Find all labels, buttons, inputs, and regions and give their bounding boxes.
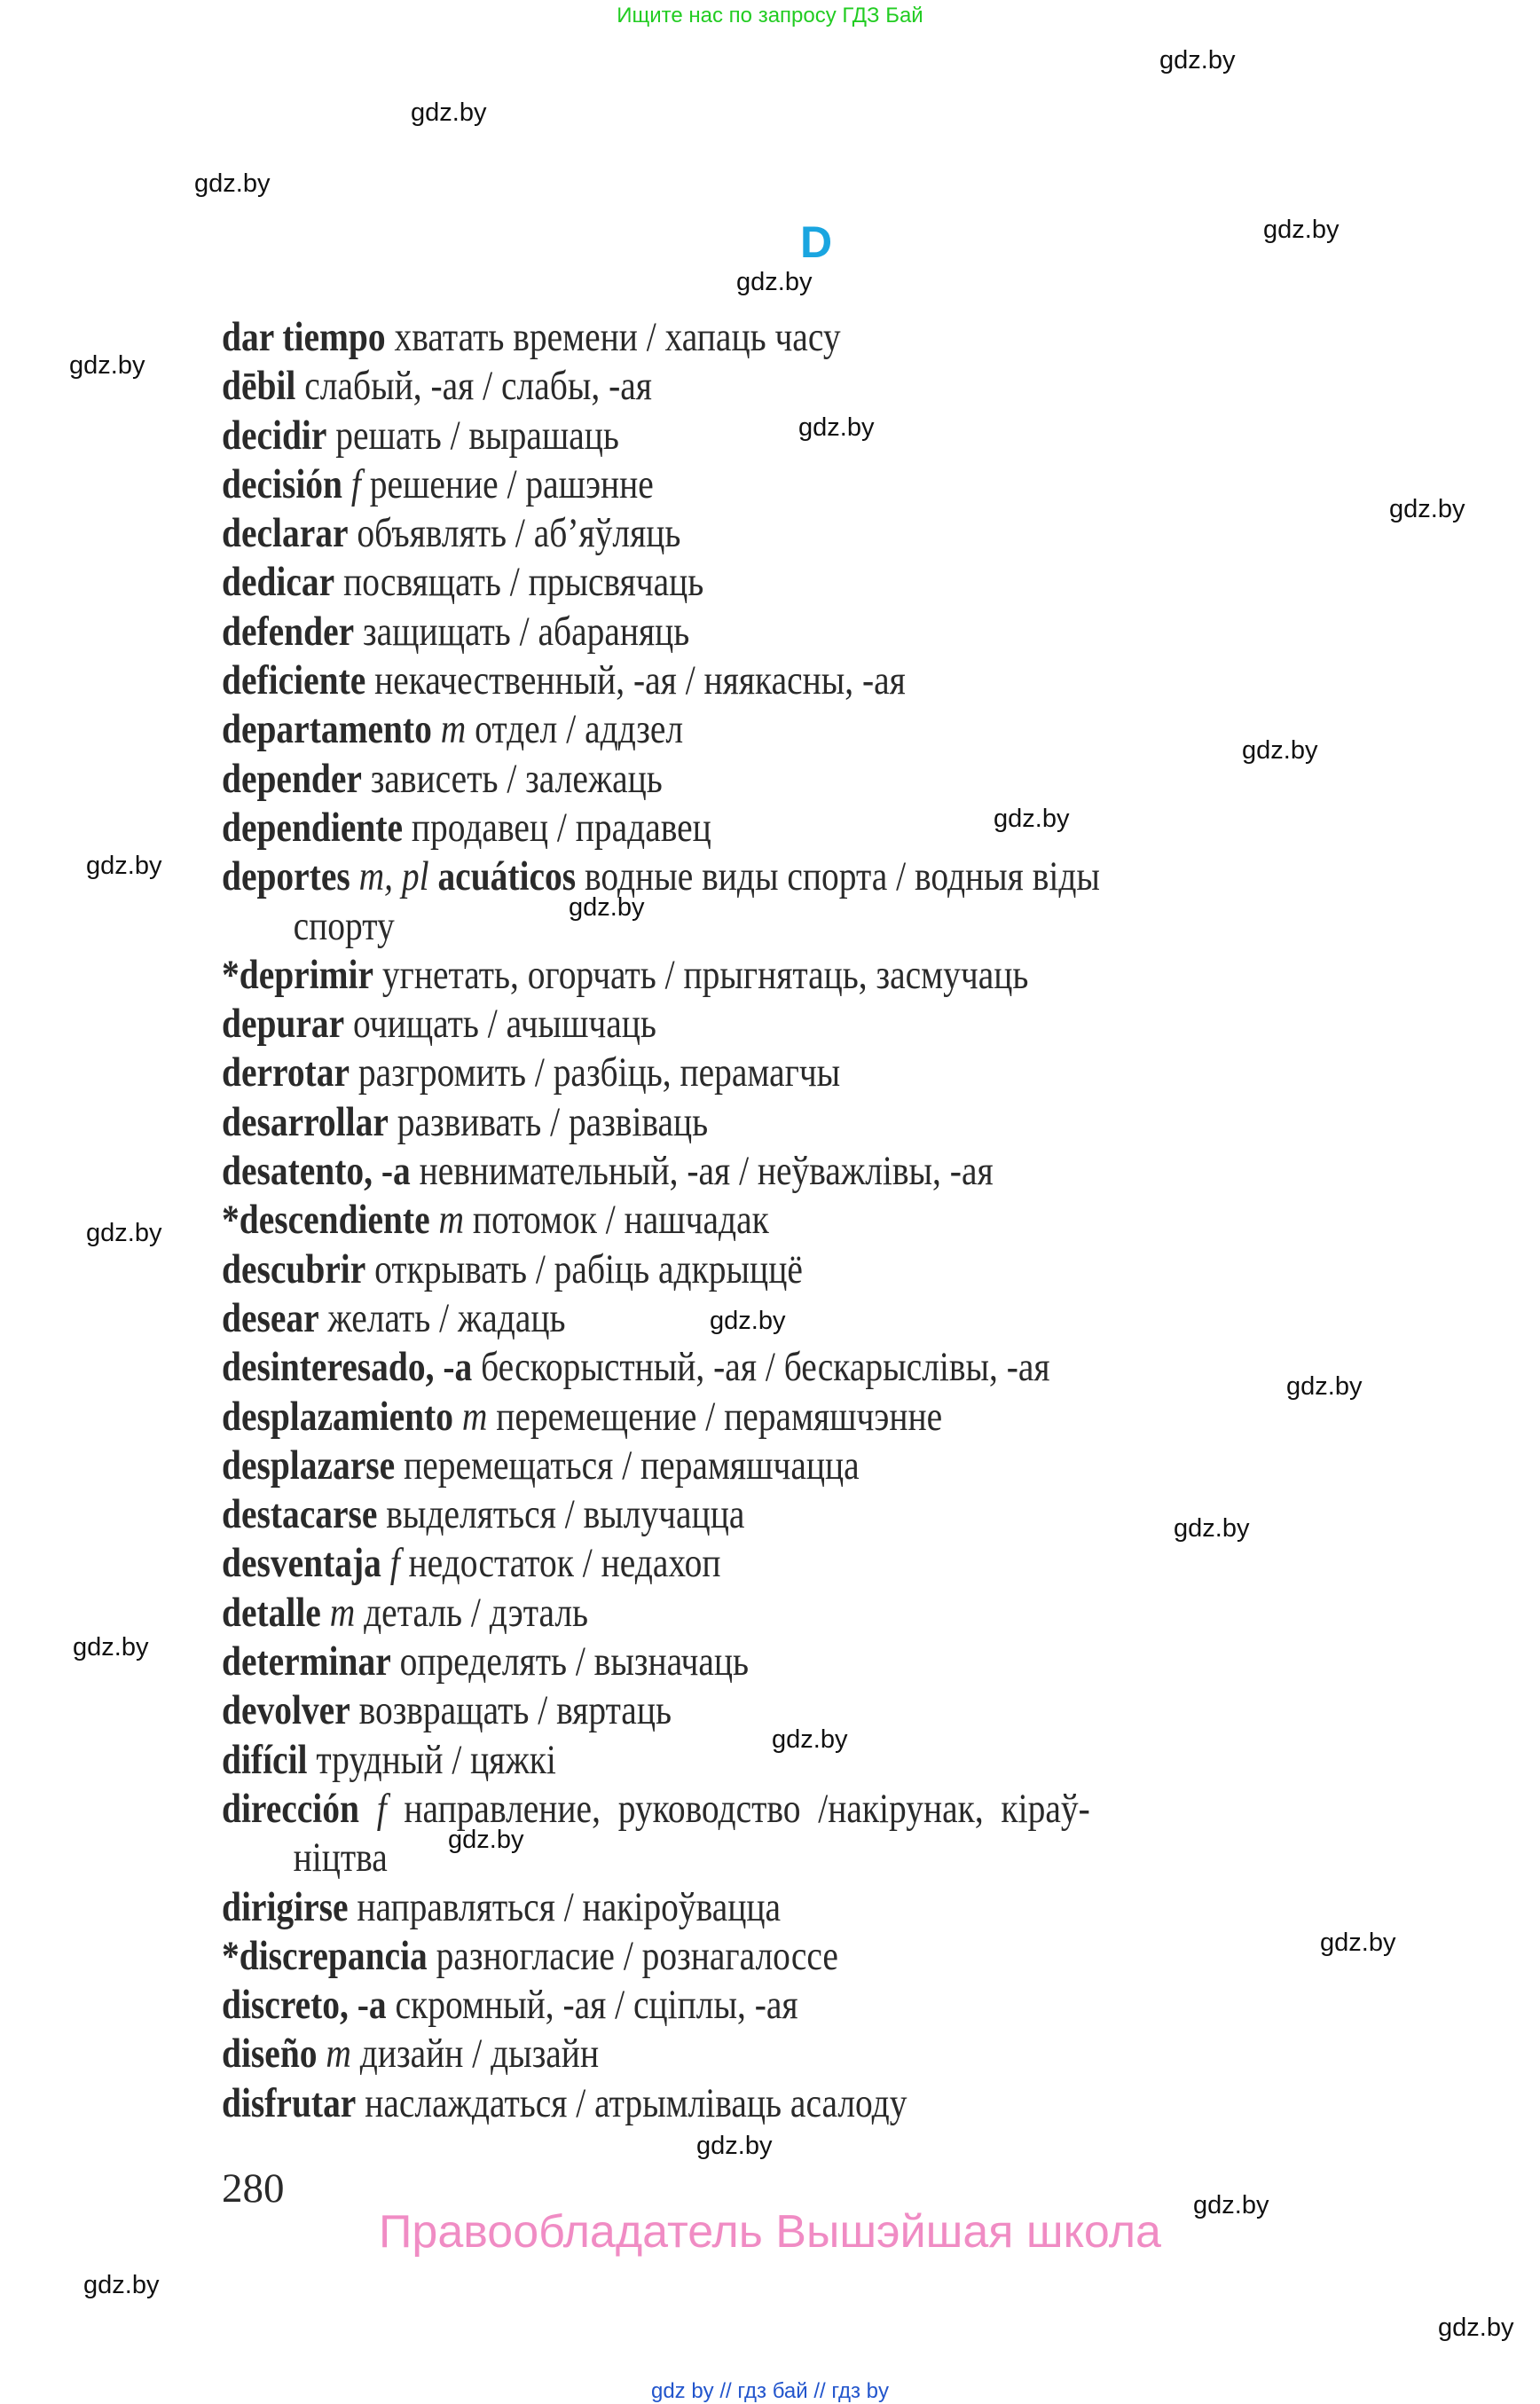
translation: выделяться / вылучацца — [377, 1491, 745, 1538]
translation: очищать / ачышчаць — [344, 1001, 656, 1048]
watermark: gdz.by — [1242, 736, 1318, 765]
headword: dependiente — [222, 804, 404, 851]
translation — [453, 1394, 462, 1440]
translation: деталь / дэталь — [355, 1589, 589, 1636]
translation: посвящать / прысвячаць — [334, 559, 704, 606]
watermark: gdz.by — [1286, 1372, 1363, 1401]
translation: разгромить / разбіць, перамагчы — [349, 1049, 841, 1096]
headword: desarrollar — [222, 1098, 389, 1145]
translation: объявлять / аб’яўляць — [348, 510, 681, 557]
grammar-mark: f — [376, 1785, 387, 1832]
headword: dirigirse — [222, 1883, 349, 1930]
glossary-entry — [222, 1686, 1221, 1735]
headword: determinar — [222, 1638, 391, 1685]
grammar-mark: m — [461, 1393, 488, 1440]
glossary-entry — [222, 1638, 1221, 1686]
watermark: gdz.by — [710, 1307, 786, 1335]
headword: deportes — [222, 853, 350, 900]
translation: бескорыстный, -ая / бескарыслівы, -ая — [472, 1344, 1050, 1391]
headword: destacarse — [222, 1491, 378, 1538]
glossary-entry — [222, 852, 1221, 901]
translation: хватать времени / хапаць часу — [385, 314, 841, 360]
top-search-hint: Ищите нас по запросу ГДЗ Бай — [617, 4, 923, 27]
glossary-entry — [222, 1098, 1221, 1147]
translation: решение / рашэнне — [360, 460, 654, 507]
translation: защищать / абараняць — [354, 608, 690, 655]
watermark: gdz.by — [569, 893, 645, 922]
watermark: gdz.by — [1263, 216, 1340, 244]
watermark: gdz.by — [696, 2132, 773, 2160]
translation: угнетать, огорчать / прыгнятаць, засмучаць — [373, 951, 1029, 998]
translation: трудный / цяжкі — [307, 1736, 556, 1783]
watermark: gdz.by — [1389, 495, 1465, 523]
headword: detalle — [222, 1589, 321, 1636]
watermark: gdz.by — [411, 98, 487, 127]
glossary-entry — [222, 705, 1221, 754]
headword: declarar — [222, 510, 349, 557]
glossary-entry — [222, 1883, 1221, 1932]
translation: спорту — [293, 902, 395, 949]
headword: dar tiempo — [222, 314, 386, 360]
headword: derrotar — [222, 1049, 350, 1096]
translation — [342, 461, 351, 507]
glossary-entry — [222, 1245, 1221, 1294]
watermark: gdz.by — [86, 852, 162, 880]
glossary-entry — [222, 755, 1221, 804]
grammar-mark: m — [440, 706, 467, 753]
section-letter-heading: D — [799, 217, 833, 267]
grammar-mark: m, pl — [358, 853, 429, 900]
copyright-footer: Правообладатель Вышэйшая школа — [379, 2206, 1161, 2258]
headword: desear — [222, 1294, 319, 1341]
headword: devolver — [222, 1687, 350, 1734]
glossary-entry — [222, 1343, 1221, 1392]
headword: dedicar — [222, 559, 335, 606]
glossary-entry — [222, 1049, 1221, 1097]
watermark: gdz.by — [1320, 1929, 1396, 1957]
translation: перемещаться / перамяшчацца — [395, 1442, 860, 1489]
glossary-entries — [222, 313, 1410, 2128]
glossary-entry — [222, 608, 1221, 656]
glossary-entry — [222, 1834, 1221, 1882]
translation: определять / вызначаць — [390, 1638, 750, 1685]
translation — [432, 706, 441, 752]
watermark: gdz.by — [83, 2271, 160, 2299]
headword: diseño — [222, 2031, 318, 2078]
glossary-entry — [222, 1000, 1221, 1049]
watermark: gdz.by — [1193, 2191, 1269, 2219]
watermark: gdz.by — [1438, 2314, 1514, 2342]
page-number: 280 — [222, 2165, 285, 2212]
headword: depurar — [222, 1001, 345, 1048]
glossary-entry — [222, 1736, 1221, 1785]
glossary-entry — [222, 1785, 1221, 1834]
grammar-mark: m — [438, 1197, 465, 1244]
translation — [318, 2031, 326, 2077]
glossary-entry — [222, 1539, 1221, 1588]
translation: открывать / рабіць адкрыццё — [365, 1245, 803, 1292]
translation: зависеть / залежаць — [361, 755, 663, 802]
watermark: gdz.by — [736, 268, 813, 296]
watermark: gdz.by — [994, 805, 1070, 833]
watermark: gdz.by — [1159, 46, 1236, 75]
translation: некачественный, -ая / няякасны, -ая — [365, 657, 906, 704]
headword: dirección — [222, 1785, 359, 1832]
watermark: gdz.by — [194, 169, 271, 198]
translation: потомок / нашчадак — [464, 1197, 769, 1244]
headword: decidir — [222, 412, 327, 459]
headword: desplazarse — [222, 1442, 396, 1489]
headword: *deprimir — [222, 951, 374, 998]
watermark: gdz.by — [86, 1219, 162, 1247]
glossary-entry — [222, 2030, 1221, 2078]
headword: *discrepancia — [222, 1932, 428, 1979]
headword: desinteresado, -a — [222, 1344, 473, 1391]
glossary-entry — [222, 902, 1221, 951]
glossary-entry — [222, 460, 1221, 509]
headword: deficiente — [222, 657, 366, 704]
translation — [381, 1540, 390, 1586]
glossary-entry — [222, 2079, 1221, 2128]
translation: слабый, -ая / слабы, -ая — [295, 363, 652, 410]
grammar-mark: f — [389, 1540, 400, 1587]
glossary-entry — [222, 1589, 1221, 1638]
translation: наслаждаться / атрымліваць асалоду — [356, 2079, 908, 2126]
glossary-entry — [222, 1490, 1221, 1539]
glossary-entry — [222, 362, 1221, 411]
headword: departamento — [222, 706, 432, 753]
grammar-mark: f — [350, 460, 361, 507]
headword: decisión — [222, 460, 343, 507]
translation: разногласие / рознагалоссе — [427, 1932, 838, 1979]
glossary-entry — [222, 1932, 1221, 1981]
glossary-entry — [222, 951, 1221, 1000]
headword: difícil — [222, 1736, 308, 1783]
grammar-mark: m — [326, 2031, 351, 2078]
translation — [321, 1590, 330, 1636]
headword: desatento, -a — [222, 1148, 411, 1195]
translation: решать / выpaшaць — [326, 412, 619, 459]
headword: descubrir — [222, 1245, 366, 1292]
translation: направление, руководство /накірунак, кіраў- — [386, 1785, 1090, 1832]
glossary-entry — [222, 313, 1221, 362]
headword: depender — [222, 755, 362, 802]
headword: disfrutar — [222, 2079, 357, 2126]
translation — [350, 853, 359, 900]
glossary-entry — [222, 1442, 1221, 1490]
translation: возвращать / вяртаць — [350, 1687, 672, 1734]
translation — [430, 1197, 439, 1243]
headword: discreto, -a — [222, 1982, 387, 2029]
headword: *descendiente — [222, 1197, 430, 1244]
translation: перемещение / перамяшчэнне — [487, 1393, 943, 1440]
headword: acuáticos — [437, 853, 577, 900]
translation: ніцтва — [293, 1834, 388, 1882]
watermark: gdz.by — [772, 1725, 848, 1754]
glossary-entry — [222, 656, 1221, 705]
glossary-entry — [222, 412, 1221, 460]
bottom-links[interactable]: gdz by // гдз бай // гдз by — [650, 2379, 890, 2403]
translation: отдел / аддзел — [466, 706, 684, 753]
translation: развивать / развіваць — [388, 1098, 709, 1145]
translation: скромный, -ая / сціплы, -ая — [386, 1982, 798, 2029]
headword: desventaja — [222, 1540, 381, 1587]
translation: желать / жадаць — [318, 1294, 566, 1341]
glossary-entry — [222, 1393, 1221, 1442]
watermark: gdz.by — [1174, 1514, 1250, 1543]
grammar-mark: m — [329, 1589, 356, 1636]
glossary-entry — [222, 804, 1221, 852]
glossary-entry — [222, 1196, 1221, 1245]
headword: desplazamiento — [222, 1393, 454, 1440]
glossary-entry — [222, 1147, 1221, 1196]
headword: dēbil — [222, 363, 296, 410]
headword: defender — [222, 608, 355, 655]
translation: направляться / накіроўвацца — [348, 1883, 782, 1930]
translation: дизайн / дызайн — [350, 2031, 600, 2078]
watermark: gdz.by — [69, 351, 145, 380]
translation — [429, 853, 438, 900]
watermark: gdz.by — [448, 1826, 524, 1854]
glossary-entry — [222, 509, 1221, 558]
watermark: gdz.by — [798, 413, 875, 442]
translation: водные виды спорта / водныя віды — [576, 853, 1100, 900]
translation: невнимательный, -ая / неўважлівы, -ая — [410, 1148, 994, 1195]
translation: продавец / прадавец — [403, 804, 711, 851]
watermark: gdz.by — [73, 1633, 149, 1662]
translation — [359, 1786, 377, 1832]
glossary-entry — [222, 1981, 1221, 2030]
glossary-entry — [222, 558, 1221, 607]
translation: недостаток / недахоп — [399, 1540, 721, 1587]
